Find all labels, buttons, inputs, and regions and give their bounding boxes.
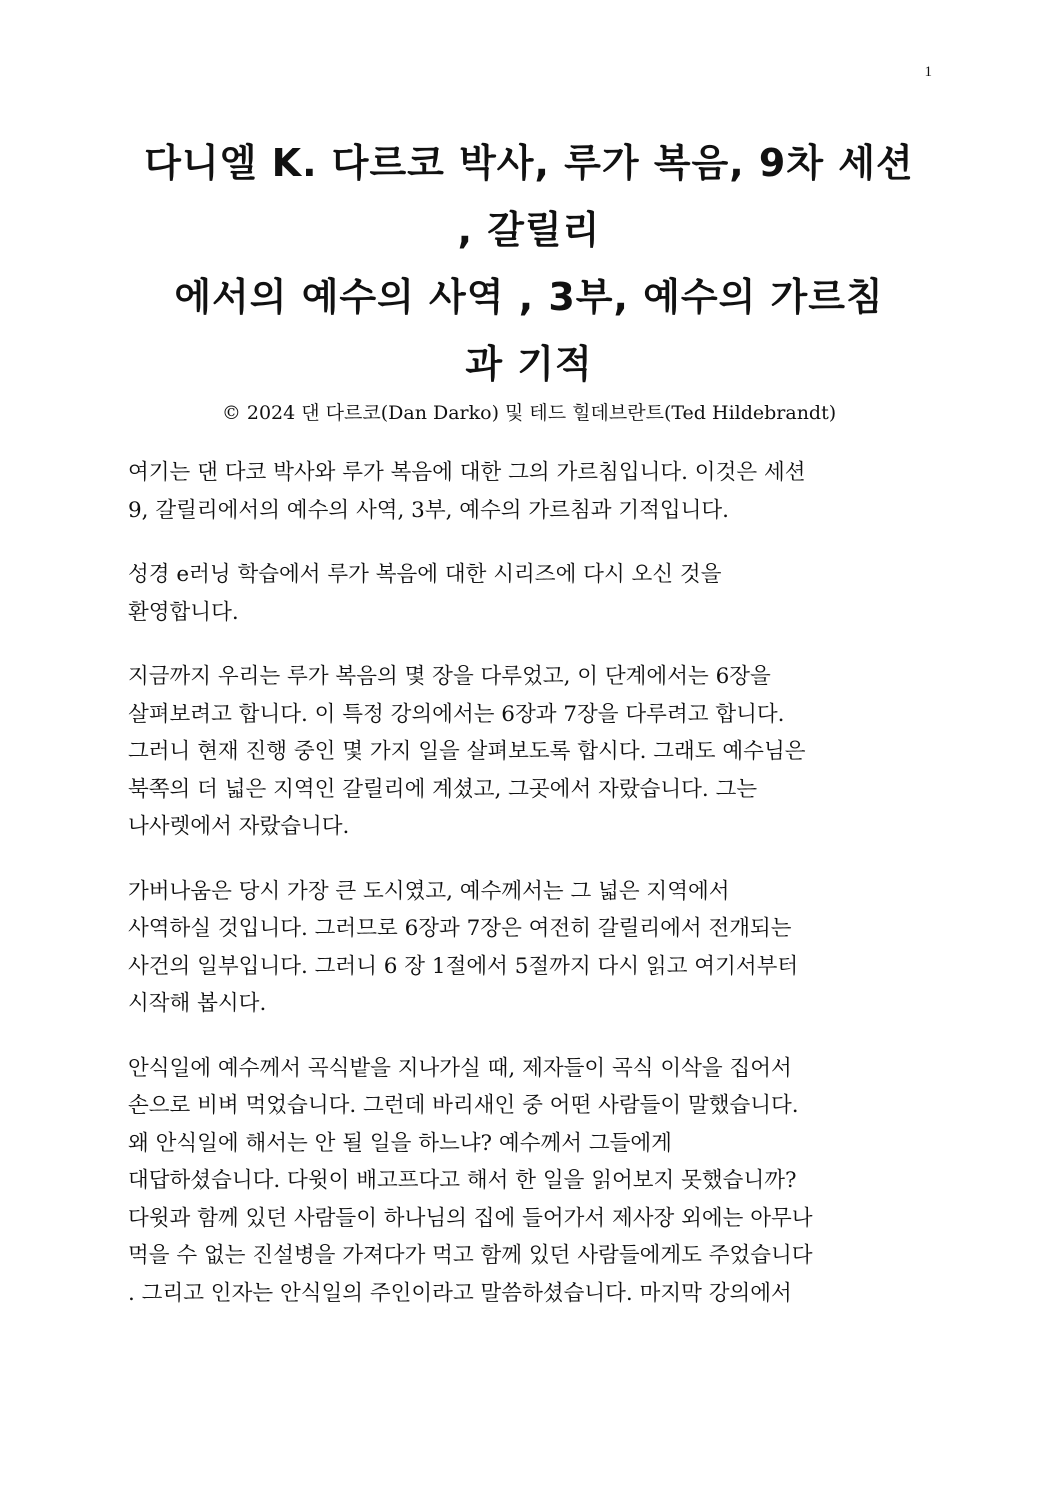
- page-number: 1: [924, 64, 932, 80]
- document-title: [110, 130, 948, 398]
- text-line: 안식일에 예수께서 곡식밭을 지나가실 때, 제자들이 곡식 이삭을 집어서: [128, 1055, 792, 1081]
- text-line: 먹을 수 없는 진설병을 가져다가 먹고 함께 있던 사람들에게도 주었습니다: [128, 1243, 813, 1268]
- paragraph: [128, 454, 928, 529]
- title-line: 과 기적: [465, 342, 593, 386]
- text-line: 가버나움은 당시 가장 큰 도시였고, 예수께서는 그 넓은 지역에서: [128, 878, 730, 904]
- text-line: 9, 갈릴리에서의 예수의 사역, 3부, 예수의 가르침과 기적입니다.: [128, 497, 729, 523]
- text-line: 시작해 봅시다.: [128, 991, 267, 1016]
- text-line: 손으로 비벼 먹었습니다. 그런데 바리새인 중 어떤 사람들이 말했습니다.: [128, 1093, 799, 1118]
- text-line: 왜 안식일에 해서는 안 될 일을 하느냐? 예수께서 그들에게: [128, 1130, 672, 1156]
- text-line: 나사렛에서 자랐습니다.: [128, 814, 350, 839]
- body-text: [128, 454, 928, 1339]
- title-line: 에서의 예수의 사역 , 3부, 예수의 가르침: [174, 275, 884, 319]
- text-line: 사건의 일부입니다. 그러니 6 장 1절에서 5절까지 다시 읽고 여기서부터: [128, 953, 799, 979]
- text-line: 지금까지 우리는 루가 복음의 몇 장을 다루었고, 이 단계에서는 6장을: [128, 664, 771, 689]
- text-line: . 그리고 인자는 안식일의 주인이라고 말씀하셨습니다. 마지막 강의에서: [128, 1280, 792, 1306]
- text-line: 사역하실 것입니다. 그러므로 6장과 7장은 여전히 갈릴리에서 전개되는: [128, 916, 792, 941]
- paragraph: [128, 873, 928, 1023]
- text-line: 살펴보려고 합니다. 이 특정 강의에서는 6장과 7장을 다루려고 합니다.: [128, 701, 785, 727]
- text-line: 대답하셨습니다. 다윗이 배고프다고 해서 한 일을 읽어보지 못했습니까?: [128, 1168, 797, 1193]
- text-line: 북쪽의 더 넓은 지역인 갈릴리에 계셨고, 그곳에서 자랐습니다. 그는: [128, 776, 758, 802]
- text-line: 성경 e러닝 학습에서 루가 복음에 대한 시리즈에 다시 오신 것을: [128, 562, 722, 587]
- paragraph: [128, 1050, 928, 1313]
- title-block: [110, 130, 948, 426]
- copyright-line: © 2024 댄 다르코(Dan Darko) 및 테드 힐데브란트(Ted Hildebrandt): [221, 402, 837, 424]
- title-line: , 갈릴리: [457, 208, 601, 252]
- text-line: 여기는 댄 다코 박사와 루가 복음에 대한 그의 가르침입니다. 이것은 세션: [128, 460, 806, 485]
- text-line: 그러니 현재 진행 중인 몇 가지 일을 살펴보도록 합시다. 그래도 예수님은: [128, 739, 806, 764]
- text-line: 환영합니다.: [128, 599, 239, 625]
- title-line: 다니엘 K. 다르코 박사, 루가 복음, 9차 세션: [144, 141, 914, 185]
- paragraph: [128, 658, 928, 846]
- text-line: 다윗과 함께 있던 사람들이 하나님의 집에 들어가서 제사장 외에는 아무나: [128, 1205, 813, 1231]
- paragraph: [128, 556, 928, 631]
